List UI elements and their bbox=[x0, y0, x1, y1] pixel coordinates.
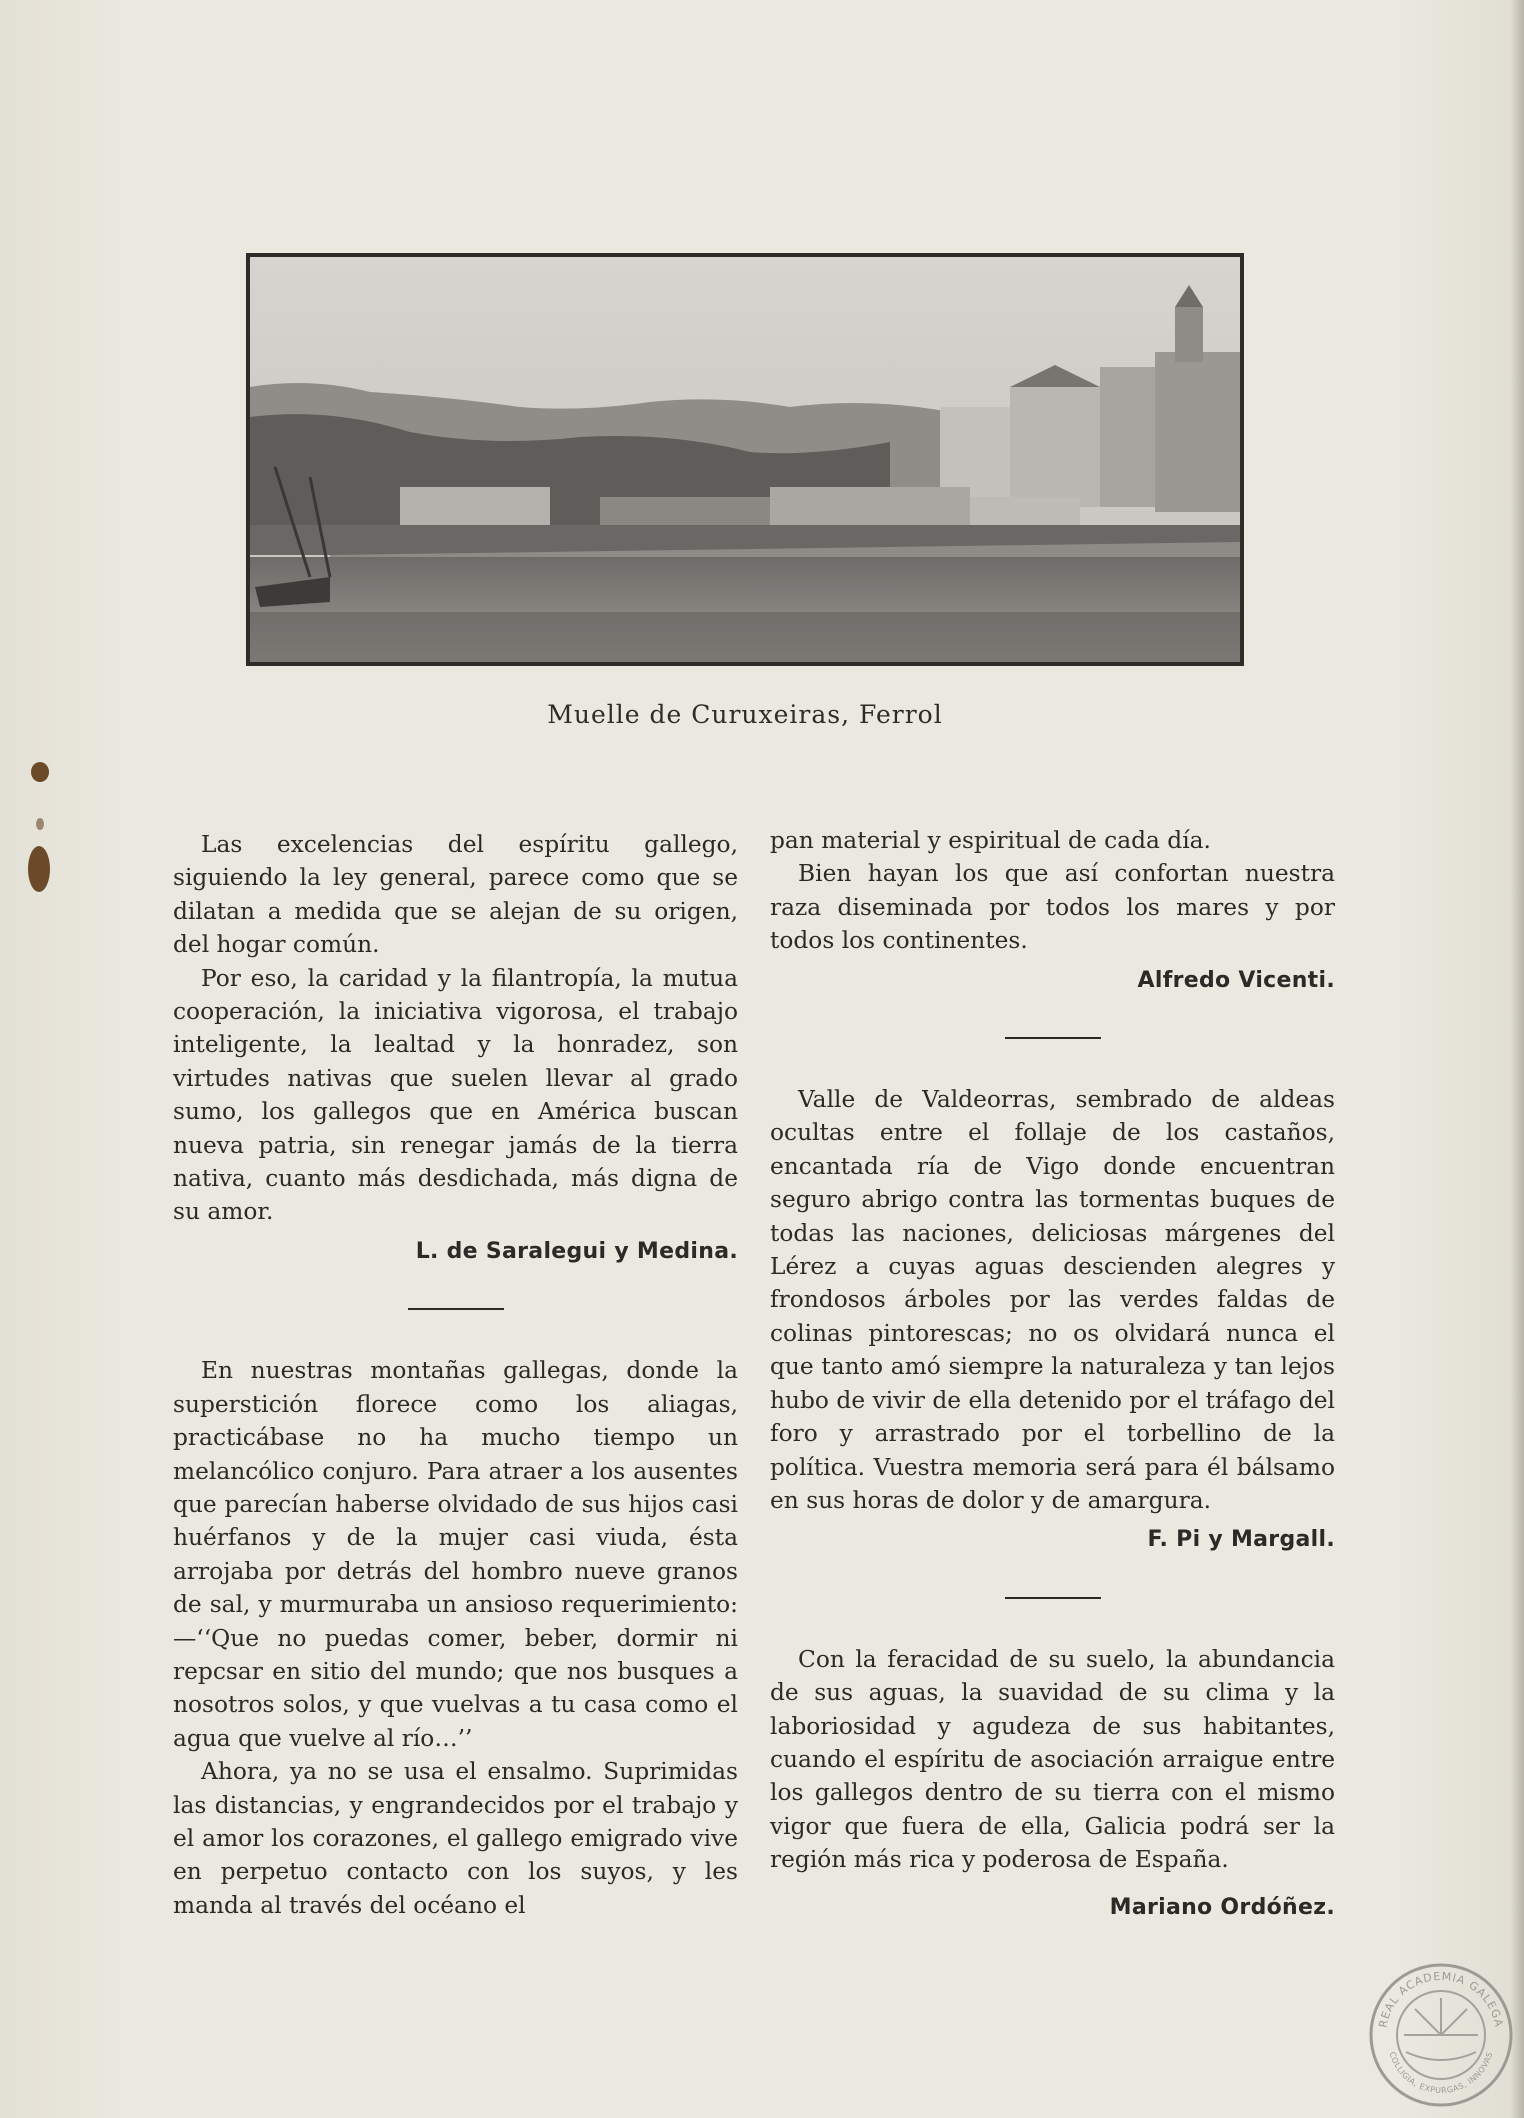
stamp-top-text: REAL ACADEMIA GALEGA bbox=[1376, 1969, 1506, 2029]
article4-signature: Mariano Ordóñez. bbox=[1109, 1894, 1335, 1920]
left-column bbox=[173, 828, 738, 1922]
article1-paragraph: Por eso, la caridad y la filantropía, la mutua cooperación, la iniciativa vigorosa, el trabajo inteligente, la lealtad y la honradez, son virtudes nativas que suelen llevar al grado sumo, los gallegos que en América buscan nueva patria, sin renegar jamás de la tierra nativa, cuanto más desdichada, más digna de su amor. bbox=[173, 964, 738, 1226]
article2-paragraph: Bien hayan los que así confortan nuestra raza diseminada por todos los mares y por todos los continentes. bbox=[770, 860, 1335, 955]
article2-continuation: pan material y espiritual de cada día. bbox=[770, 827, 1211, 854]
article2-signature: Alfredo Vicenti. bbox=[1137, 967, 1335, 993]
article4-paragraph: Con la feracidad de su suelo, la abundancia de sus aguas, la suavidad de su clima y la laboriosidad y agudeza de sus habitantes, cuando el espíritu de asociación arraigue entre los gallegos dentro de su tierra con el mismo vigor que fuera de ella, Galicia podrá ser la región más rica y poderosa de España. bbox=[770, 1645, 1335, 1874]
section-divider bbox=[1005, 1037, 1101, 1039]
article1-paragraph: Las excelencias del espíritu gallego, siguiendo la ley general, parece como que se dilatan a medida que se alejan de su origen, del hogar común. bbox=[173, 831, 738, 959]
harbor-photograph bbox=[246, 253, 1244, 666]
photo-caption: Muelle de Curuxeiras, Ferrol bbox=[547, 700, 943, 729]
article1-signature: L. de Saralegui y Medina. bbox=[415, 1238, 738, 1264]
section-divider bbox=[408, 1308, 504, 1310]
right-column bbox=[770, 824, 1335, 1924]
section-divider bbox=[1005, 1597, 1101, 1599]
margin-stain bbox=[31, 762, 49, 782]
margin-stain bbox=[28, 846, 50, 892]
margin-stain bbox=[36, 818, 44, 830]
stamp-seal-icon bbox=[1366, 1960, 1516, 2110]
article2-paragraph: En nuestras montañas gallegas, donde la superstición florece como los aliagas, practicábase no ha mucho tiempo un melancólico conjuro. Para atraer a los ausentes que parecían haberse olvidado de sus hijos casi huérfanos y de la mujer casi viuda, ésta arrojaba por detrás del hombro nueve granos de sal, y murmuraba un ansioso requerimiento:—‘‘Que no puedas comer, beber, dormir ni repcsar en sitio del mundo; que nos busques a nosotros solos, y que vuelvas a tu casa como el agua que vuelve al río…’’ bbox=[173, 1357, 738, 1752]
article3-paragraph: Valle de Valdeorras, sembrado de aldeas ocultas entre el follaje de los castaños, encantada ría de Vigo donde encuentran seguro abrigo contra las tormentas buques de todas las naciones, deliciosas márgenes del Lérez a cuyas aguas descienden alegres y frondosos árboles por las verdes faldas de colinas pintorescas; no os olvidará nunca el que tanto amó siempre la naturaleza y tan lejos hubo de vivir de ella detenido por el tráfago del foro y arrastrado por el torbellino de la política. Vuestra memoria será para él bálsamo en sus horas de dolor y de amargura. bbox=[770, 1086, 1335, 1514]
academy-stamp bbox=[1366, 1960, 1516, 2110]
stamp-bottom-text: COLLIGIA, EXPURGAS, INNOVAS bbox=[1387, 2050, 1495, 2096]
article3-signature: F. Pi y Margall. bbox=[1147, 1527, 1335, 1553]
photo-illustration bbox=[250, 257, 1240, 662]
article2-paragraph: Ahora, ya no se usa el ensalmo. Suprimidas las distancias, y engrandecidos por el trabajo y el amor los corazones, el gallego emigrado vive en perpetuo contacto con los suyos, y les manda al través del océano el bbox=[173, 1758, 738, 1919]
page-edge-shadow bbox=[1510, 0, 1524, 2118]
